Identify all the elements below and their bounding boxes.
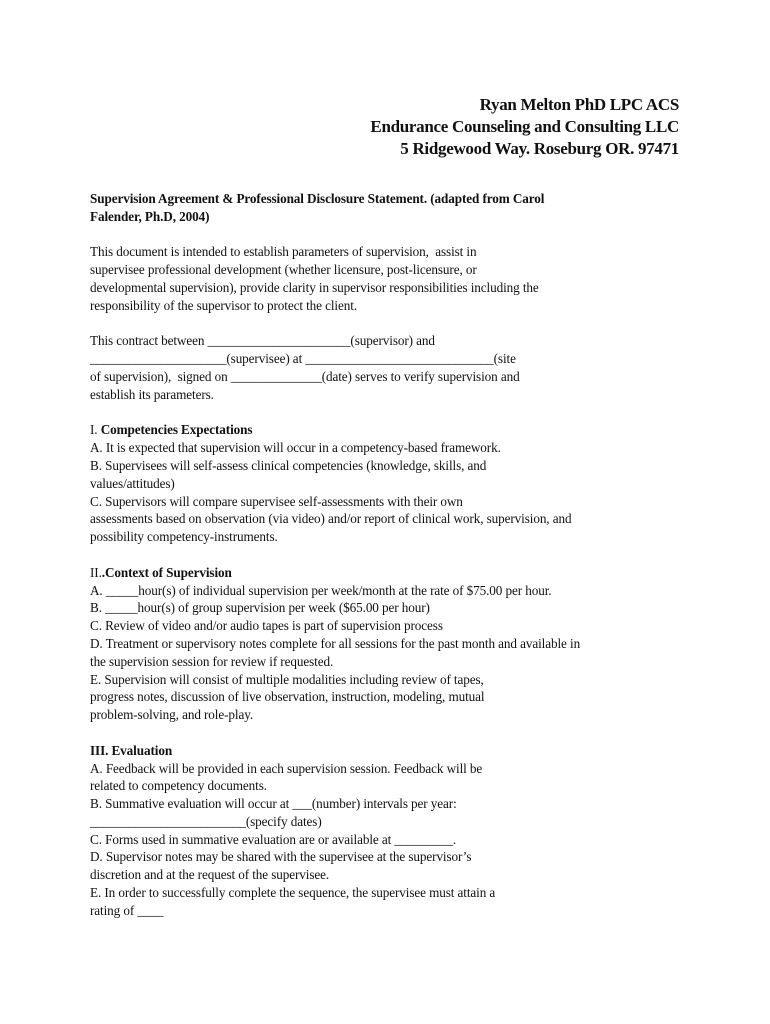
text-line: progress notes, discussion of live observation, instruction, modeling, mutual — [90, 689, 485, 705]
contract-paragraph — [90, 332, 680, 403]
text-line: B. Supervisees will self-assess clinical competencies (knowledge, skills, and — [90, 457, 487, 473]
text-line: problem-solving, and role-play. — [90, 707, 254, 723]
text-line: assessments based on observation (via video) and/or report of clinical work, supervision, and — [90, 511, 572, 527]
section-heading — [90, 564, 680, 582]
section-context — [90, 564, 680, 724]
text-line: This contract between ______________________(supervisor) and — [90, 333, 435, 349]
text-line: possibility competency-instruments. — [90, 529, 278, 545]
company-name: Endurance Counseling and Consulting LLC — [370, 117, 679, 136]
text-line: C. Review of video and/or audio tapes is part of supervision process — [90, 618, 443, 634]
section-heading: III. Evaluation — [90, 742, 173, 758]
text-line: _____________________(supervisee) at _____________________________(site — [90, 351, 516, 367]
text-line: rating of ____ — [90, 902, 164, 918]
letterhead — [370, 94, 679, 160]
text-line: D. Treatment or supervisory notes complete for all sessions for the past month and available in — [90, 635, 581, 651]
section-title: .Context of Supervision — [101, 564, 232, 580]
text-line: developmental supervision), provide clarity in supervisor responsibilities including the — [90, 279, 539, 295]
section-number: I. — [90, 422, 101, 438]
text-line: E. In order to successfully complete the sequence, the supervisee must attain a — [90, 885, 496, 901]
text-line: A. Feedback will be provided in each supervision session. Feedback will be — [90, 760, 483, 776]
section-title: Competencies Expectations — [100, 422, 253, 438]
text-line: values/attitudes) — [90, 475, 175, 491]
text-line: C. Forms used in summative evaluation are or available at _________. — [90, 831, 457, 847]
text-line: E. Supervision will consist of multiple modalities including review of tapes, — [90, 671, 484, 687]
text-line: B. _____hour(s) of group supervision per week ($65.00 per hour) — [90, 600, 430, 616]
company-address: 5 Ridgewood Way. Roseburg OR. 97471 — [400, 139, 679, 158]
text-line: D. Supervisor notes may be shared with the supervisee at the supervisor’s — [90, 849, 472, 865]
text-line: C. Supervisors will compare supervisee self-assessments with their own — [90, 493, 463, 509]
text-line: This document is intended to establish parameters of supervision, assist in — [90, 244, 477, 260]
text-line: the supervision session for review if requested. — [90, 653, 334, 669]
section-number: II. — [90, 564, 102, 580]
title-line: Supervision Agreement & Professional Disclosure Statement. (adapted from Carol — [90, 191, 545, 206]
intro-paragraph — [90, 243, 680, 314]
text-line: establish its parameters. — [90, 386, 214, 402]
text-line: related to competency documents. — [90, 778, 267, 794]
text-line: discretion and at the request of the supervisee. — [90, 867, 330, 883]
text-line: ________________________(specify dates) — [90, 813, 322, 829]
section-evaluation — [90, 742, 680, 920]
section-heading — [90, 421, 680, 439]
text-line: of supervision), signed on ______________(date) serves to verify supervision and — [90, 368, 520, 384]
text-line: responsibility of the supervisor to protect the client. — [90, 297, 357, 313]
text-line: A. It is expected that supervision will occur in a competency-based framework. — [90, 440, 501, 456]
title-line: Falender, Ph.D, 2004) — [90, 208, 210, 224]
section-competencies — [90, 421, 680, 546]
author-name: Ryan Melton PhD LPC ACS — [479, 95, 679, 114]
text-line: A. _____hour(s) of individual supervision per week/month at the rate of $75.00 per hour. — [90, 582, 552, 598]
document-body — [90, 190, 680, 920]
text-line: B. Summative evaluation will occur at ___(number) intervals per year: — [90, 796, 457, 812]
text-line: supervisee professional development (whether licensure, post-licensure, or — [90, 262, 477, 278]
document-title — [90, 190, 680, 226]
